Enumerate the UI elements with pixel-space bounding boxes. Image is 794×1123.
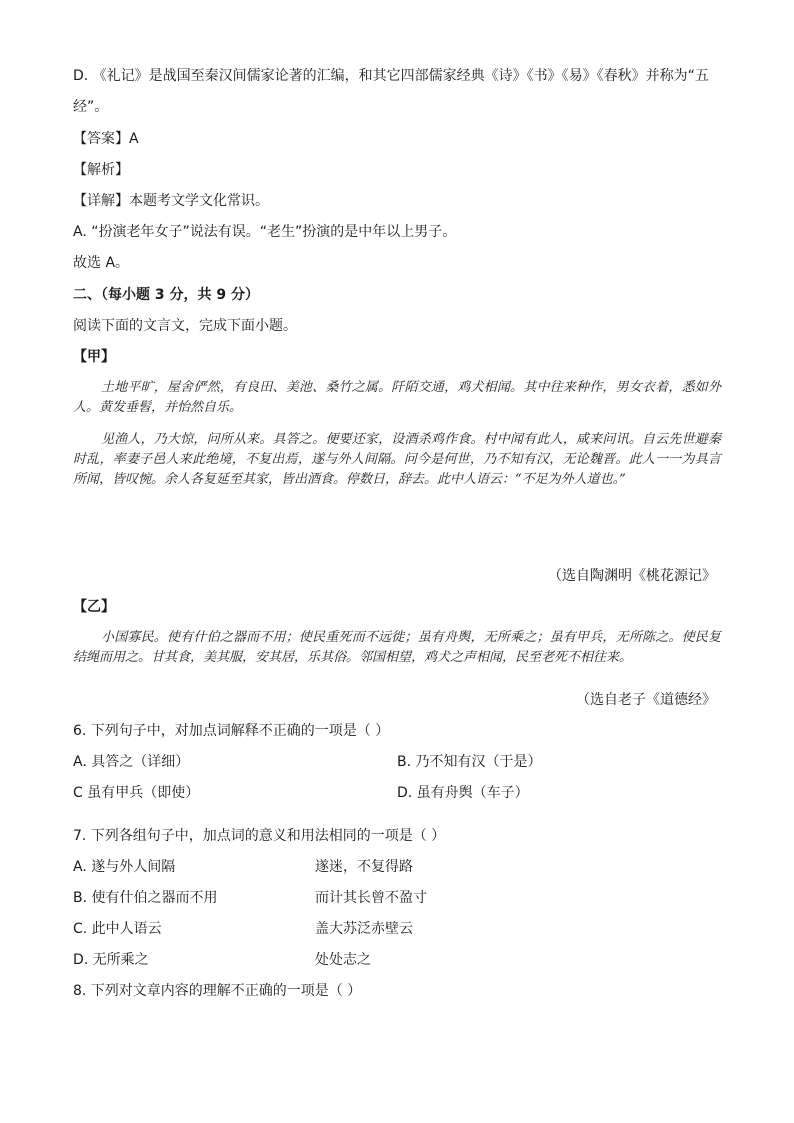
passage-a-label: 【甲】: [73, 349, 115, 365]
section-heading: 二、（每小题 3 分，共 9 分）: [73, 287, 259, 303]
passage-a-text: [73, 378, 721, 490]
q8-stem: 8. 下列对文章内容的理解不正确的一项是（ ）: [73, 983, 362, 999]
q6-option-d: D. 虽有舟舆（车子）: [397, 785, 529, 801]
passage-b-label: 【乙】: [73, 599, 115, 615]
section-instruction: 阅读下面的文言文，完成下面小题。: [73, 318, 297, 334]
q7-row-d-right: 处处志之: [315, 952, 371, 968]
passage-a-para2: 见渔人，乃大惊，问所从来。具答之。便要还家，设酒杀鸡作食。村中闻有此人，咸来问讯。自云先世避秦时乱，率妻子邑人来此绝境，不复出焉，遂与外人间隔。问今是何世，乃不知有汉，无论魏晋。此人一一为具言所闻，皆叹惋。余人各复延至其家，皆出酒食。停数日，辞去。此中人语云：“不足为外人道也。”: [73, 432, 721, 487]
q7-row-b-right: 而计其长曾不盈寸: [315, 890, 427, 906]
explanation-line: A. “扮演老年女子”说法有误。“老生”扮演的是中年以上男子。: [73, 224, 457, 240]
q7-row-b-left: B. 使有什伯之器而不用: [73, 890, 218, 906]
q6-stem: 6. 下列句子中，对加点词解释不正确的一项是（ ）: [73, 723, 390, 739]
passage-b-text: [73, 628, 721, 668]
detail-line: 【详解】本题考文学文化常识。: [73, 193, 269, 209]
q7-row-d-left: D. 无所乘之: [73, 952, 149, 968]
q7-row-a-right: 遂迷，不复得路: [315, 859, 413, 875]
passage-b-para1: 小国寡民。使有什伯之器而不用；使民重死而不远徙；虽有舟舆，无所乘之；虽有甲兵，无所陈之。使民复结绳而用之。甘其食，美其服，安其居，乐其俗。邻国相望，鸡犬之声相闻，民至老死不相往来。: [73, 630, 721, 665]
q7-row-a-left: A. 遂与外人间隔: [73, 859, 176, 875]
passage-a-source: （选自陶渊明《桃花源记》: [548, 568, 716, 584]
q6-option-c: C 虽有甲兵（即使）: [73, 785, 200, 801]
conclusion-line: 故选 A。: [73, 255, 130, 271]
q7-stem: 7. 下列各组句子中，加点词的意义和用法相同的一项是（ ）: [73, 828, 446, 844]
prev-option-d-line2: 经”。: [73, 99, 109, 115]
answer-line: 【答案】A: [73, 131, 139, 147]
passage-b-source: （选自老子《道德经》: [576, 692, 716, 708]
q7-row-c-left: C. 此中人语云: [73, 921, 162, 937]
q7-row-c-right: 盖大苏泛赤壁云: [315, 921, 413, 937]
prev-option-d-line1: D. 《礼记》是战国至秦汉间儒家论著的汇编，和其它四部儒家经典《诗》《书》《易》《春秋》并称为“五: [73, 68, 709, 84]
analysis-label: 【解析】: [73, 162, 129, 178]
passage-a-para1: 土地平旷，屋舍俨然，有良田、美池、桑竹之属。阡陌交通，鸡犬相闻。其中往来种作，男女衣着，悉如外人。黄发垂髫，并怡然自乐。: [73, 380, 721, 415]
q6-option-a: A. 具答之（详细）: [73, 754, 190, 770]
q6-option-b: B. 乃不知有汉（于是）: [397, 754, 542, 770]
